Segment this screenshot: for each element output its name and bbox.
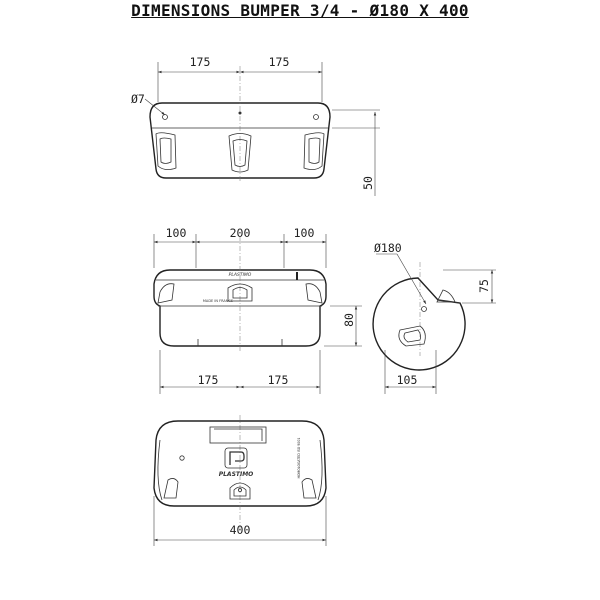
top-view [131, 55, 380, 196]
back-dim-length: 400 [229, 523, 251, 537]
front-dim-middle: 200 [229, 226, 251, 240]
top-dim-height: 50 [361, 176, 375, 190]
top-dim-left: 175 [189, 55, 211, 69]
front-dim-right: 100 [293, 226, 315, 240]
side-dim-width: 105 [396, 373, 418, 387]
front-dim-left: 100 [165, 226, 187, 240]
side-dim-height: 75 [477, 279, 491, 293]
front-dim-bottom-right: 175 [267, 373, 289, 387]
front-logo-text: PLASTIMO [228, 273, 252, 278]
back-certification: HOMOLOGATED ISO 9001 [297, 437, 301, 479]
side-view [373, 241, 496, 394]
front-made-in: MADE IN FRANCE [202, 299, 234, 303]
side-dim-diameter: Ø180 [374, 241, 402, 255]
front-dim-bottom-left: 175 [197, 373, 219, 387]
back-view [154, 415, 326, 546]
top-dim-hole: Ø7 [131, 92, 145, 106]
back-brand: PLASTIMO [218, 471, 254, 478]
top-dim-right: 175 [268, 55, 290, 69]
drawing-title: DIMENSIONS BUMPER 3/4 - Ø180 X 400 [131, 1, 469, 20]
front-view [154, 226, 362, 394]
front-dim-height: 80 [342, 313, 356, 327]
